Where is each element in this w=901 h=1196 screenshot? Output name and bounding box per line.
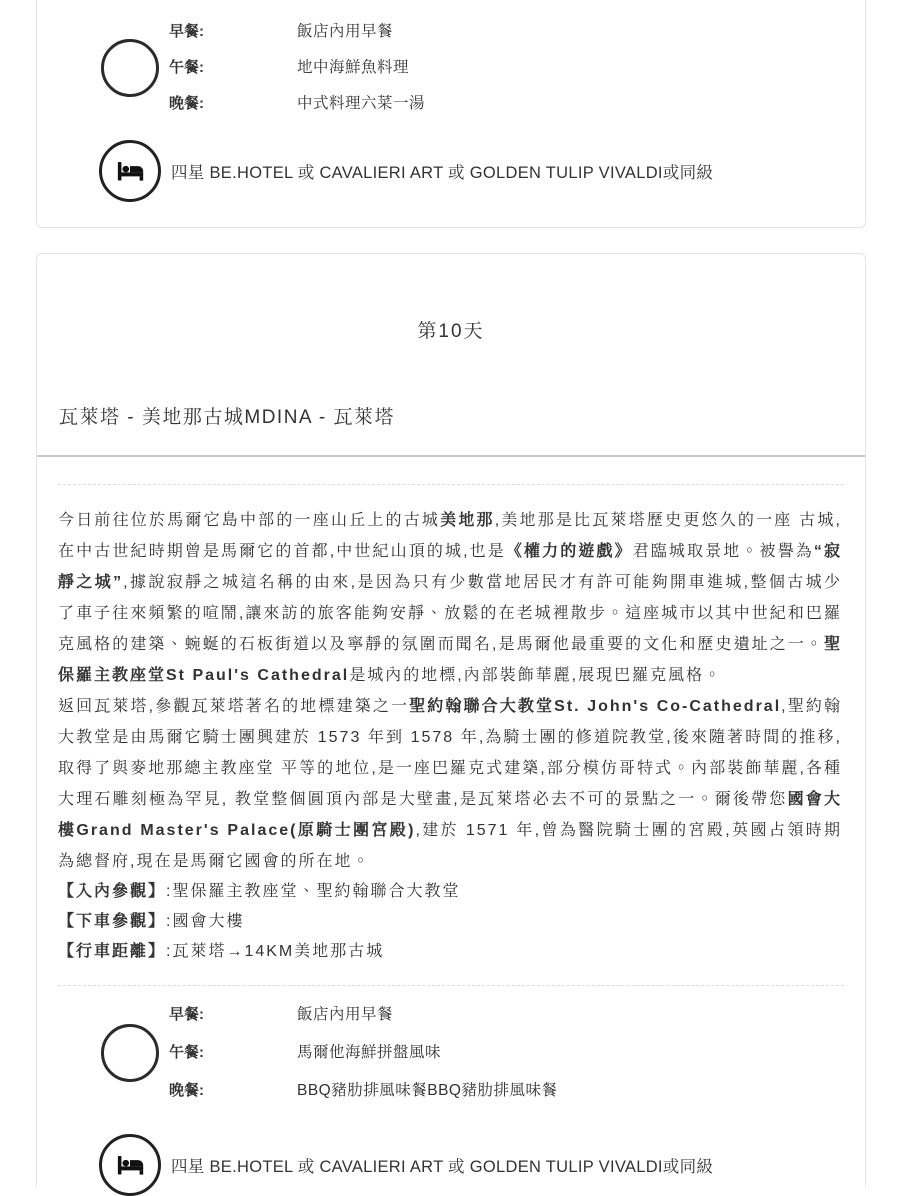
info-value: :聖保羅主教座堂、聖約翰聯合大教堂 <box>166 883 461 900</box>
solid-divider <box>37 455 865 457</box>
meal-label: 早餐: <box>169 23 204 40</box>
meal-value: 飯店內用早餐 <box>297 1006 394 1023</box>
meal-value: 飯店內用早餐 <box>297 23 394 40</box>
info-label: 【行車距離】 <box>58 943 167 960</box>
meal-row-lunch <box>169 1034 557 1072</box>
desc-text-bold: 聖保羅主教座堂St Paul's Cathedral <box>58 636 842 684</box>
meal-value: 地中海鮮魚料理 <box>297 59 410 76</box>
info-line-enter-visit <box>58 877 842 907</box>
bed-icon-glyph <box>111 152 149 190</box>
day-title: 第10天 <box>417 321 485 342</box>
desc-text: ,據說寂靜之城這名稱的由來,是因為只有少數當地居民才有許可能夠開車進城,整個古城少了車子往來頻繁的喧鬧,讓來訪的旅客能夠安靜、放鬆的在老城裡散步。這座城市以其中世紀和巴羅克風格的建築、蜿蜒的石板街道以及寧靜的氛圍而聞名,是馬爾他最重要的文化和歷史遺址之一。 <box>58 574 842 653</box>
info-line-driving-distance <box>58 937 842 967</box>
desc-text: ,美地那是比瓦萊塔歷史更悠久的一座 古城,在中古世紀時期曾是馬爾它的首都,中世紀山頂的城,也是 <box>58 512 842 560</box>
desc-text-bold: “寂靜之城” <box>58 543 842 591</box>
meal-value: 中式料理六菜一湯 <box>297 95 426 112</box>
info-label: 【下車參觀】 <box>58 913 167 930</box>
meal-rows <box>169 14 425 122</box>
meal-label: 晚餐: <box>169 95 204 112</box>
meal-label: 晚餐: <box>169 1082 204 1099</box>
meal-label: 午餐: <box>169 59 204 76</box>
desc-text: ,建於 1571 年,曾為醫院騎士團的宮殿,英國占領時期為總督府,現在是馬爾它國會的所在地。 <box>58 822 842 870</box>
meal-label: 早餐: <box>169 1006 204 1023</box>
desc-text: 今日前往位於馬爾它島中部的一座山丘上的古城 <box>58 512 441 529</box>
info-label: 【入內參觀】 <box>58 883 167 900</box>
desc-text-bold: 聖約翰聯合大教堂St. John's Co-Cathedral <box>409 698 782 715</box>
desc-text: ,聖約翰大教堂是由馬爾它騎士團興建於 1573 年到 1578 年,為騎士團的修道院教堂,後來隨著時間的推移,取得了與麥地那總主教座堂 平等的地位,是一座巴羅克式建築,部分模仿哥特式。內部裝飾華麗,各種大理石雕刻極為罕見, 教堂整個圓頂內部是大壁畫,是瓦萊塔必去不可的景點之一。爾後帶您 <box>58 698 842 808</box>
desc-text-bold: 國會大樓Grand Master's Palace(原騎士團宮殿) <box>58 791 842 839</box>
meals-section <box>37 14 865 122</box>
meal-row-lunch <box>169 50 425 86</box>
meal-label: 午餐: <box>169 1044 204 1061</box>
meal-row-dinner <box>169 86 425 122</box>
hotel-section <box>37 140 865 202</box>
desc-text-bold: 《權力的遊戲》 <box>505 543 633 560</box>
dashed-divider <box>58 985 844 986</box>
desc-text: 返回瓦萊塔,參觀瓦萊塔著名的地標建築之一 <box>58 698 410 715</box>
meal-rows <box>169 996 557 1110</box>
desc-text-bold: 美地那 <box>440 512 495 529</box>
info-value: :瓦萊塔→14KM美地那古城 <box>166 943 385 960</box>
desc-text: 是城內的地標,內部裝飾華麗,展現巴羅克風格。 <box>349 667 723 684</box>
meals-circle-icon <box>101 1024 159 1082</box>
route-title: 瓦萊塔 - 美地那古城MDINA - 瓦萊塔 <box>59 407 395 428</box>
day-description-paragraph-2 <box>58 691 842 877</box>
meal-row-breakfast <box>169 996 557 1034</box>
card-previous-day <box>36 0 866 228</box>
meal-row-dinner <box>169 1072 557 1110</box>
desc-text: 君臨城取景地。被譽為 <box>632 543 814 560</box>
bed-icon-glyph <box>111 1146 149 1184</box>
card-day-10 <box>36 253 866 1187</box>
meals-section <box>37 996 865 1110</box>
hotel-text: 四星 BE.HOTEL 或 CAVALIERI ART 或 GOLDEN TULIP VIVALDI或同級 <box>171 164 714 182</box>
day-description-paragraph-1 <box>58 505 842 691</box>
dashed-divider <box>58 484 844 485</box>
bed-icon <box>99 140 161 202</box>
meal-value: 馬爾他海鮮拼盤風味 <box>297 1044 442 1061</box>
day-description <box>58 505 842 975</box>
info-value: :國會大樓 <box>166 913 245 930</box>
info-line-drive-by-visit <box>58 907 842 937</box>
meal-row-breakfast <box>169 14 425 50</box>
meal-value: BBQ豬肋排風味餐BBQ豬肋排風味餐 <box>297 1082 558 1099</box>
meals-circle-icon <box>101 39 159 97</box>
hotel-text: 四星 BE.HOTEL 或 CAVALIERI ART 或 GOLDEN TULIP VIVALDI或同級 <box>171 1158 714 1176</box>
